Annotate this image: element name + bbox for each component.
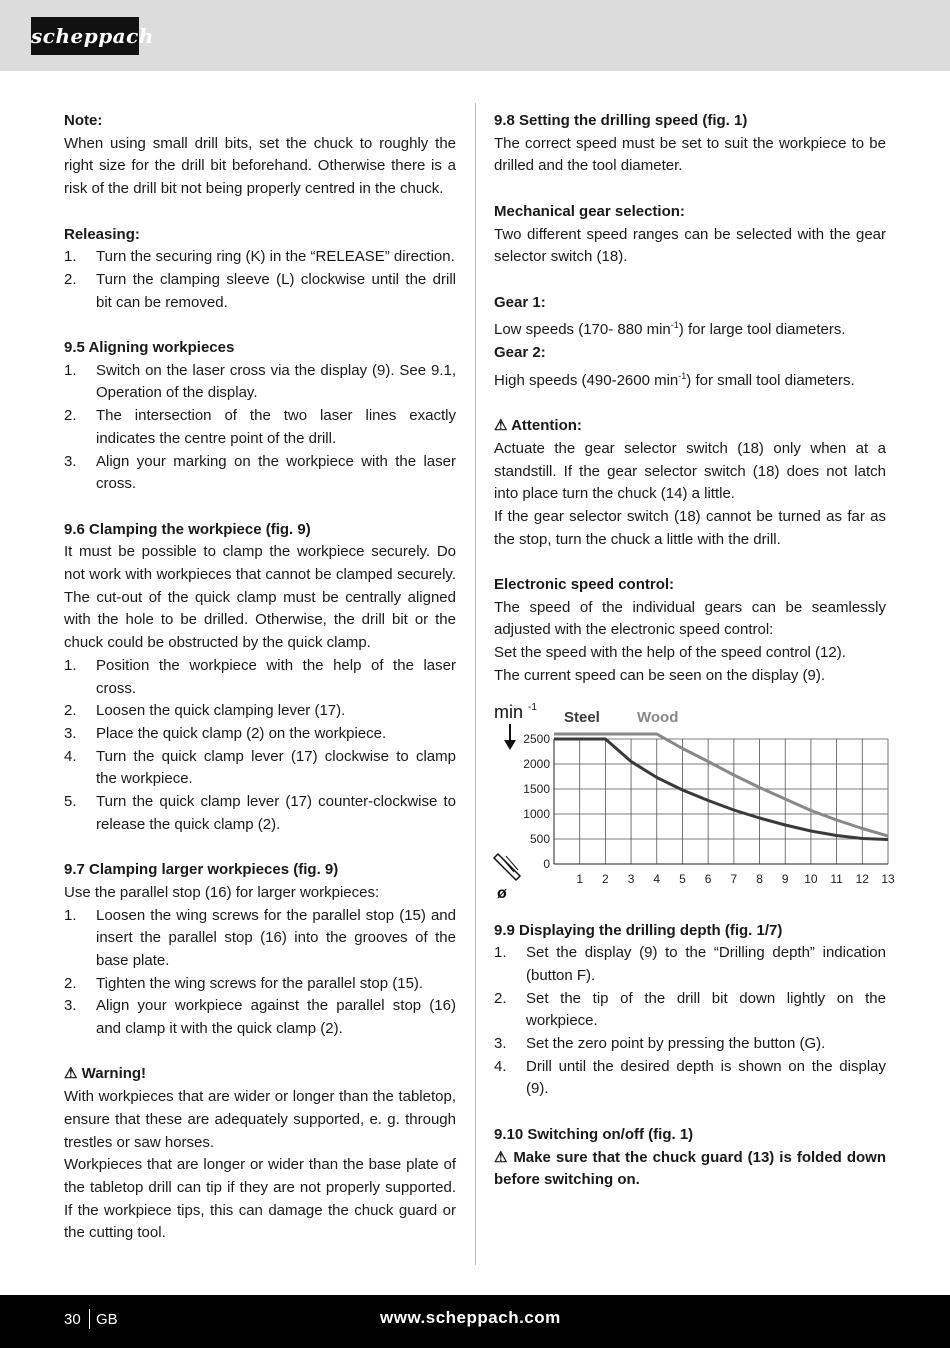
gear-1-title: Gear 1: <box>494 293 546 311</box>
y-axis-label: min <box>494 701 524 722</box>
section-9-10-text: ⚠ Make sure that the chuck guard (13) is folded down before switching on. <box>494 1148 886 1189</box>
warning-text-2: Workpieces that are longer or wider than the base plate of the tabletop drill can tip if they are not properly supported. If the workpiece tips, this can damage the chuck guard or the cutting tool. <box>64 1156 456 1242</box>
speed-control-text-3: The current speed can be seen on the display (9). <box>494 666 826 684</box>
x-tick-label: 1 <box>576 871 584 886</box>
list-item: 2. Loosen the quick clamping lever (17). <box>64 702 346 720</box>
footer-separator <box>89 1309 90 1329</box>
x-tick-label: 13 <box>881 871 895 886</box>
section-9-9-title: 9.9 Displaying the drilling depth (fig. 1/7) <box>494 921 783 939</box>
legend-wood: Wood <box>637 708 679 726</box>
x-tick-label: 4 <box>653 871 661 886</box>
x-tick-label: 9 <box>781 871 789 886</box>
gear-2-title: Gear 2: <box>494 344 546 361</box>
page-footer <box>0 1295 950 1348</box>
language-code: GB <box>96 1311 118 1328</box>
warning-text-1: With workpieces that are wider or longer than the tabletop, ensure that these are adequately supported, e. g. through trestles or saw horses. <box>64 1088 456 1151</box>
list-item: 1. Loosen the wing screws for the parallel stop (15) and insert the parallel stop (16) into the grooves of the base plate. <box>64 906 456 969</box>
section-9-5-title: 9.5 Aligning workpieces <box>64 339 235 356</box>
list-item: 2. The intersection of the two laser lines exactly indicates the centre point of the drill. <box>64 407 456 447</box>
section-9-9-list <box>494 942 886 1101</box>
x-tick-label: 3 <box>627 871 635 886</box>
gear-selection-text: Two different speed ranges can be selected with the gear selector switch (18). <box>494 225 886 266</box>
list-item: 3. Align your marking on the workpiece with the laser cross. <box>64 452 456 493</box>
attention-title: Attention: <box>511 417 582 435</box>
y-axis-label-superscript: -1 <box>528 701 537 713</box>
section-9-7-text: Use the parallel stop (16) for larger workpieces: <box>64 883 380 901</box>
list-item: 4. Drill until the desired depth is shown on the display (9). <box>494 1057 886 1098</box>
releasing-title: Releasing: <box>64 225 140 243</box>
attention-icon: ⚠ <box>494 417 508 435</box>
y-tick-label: 1500 <box>523 781 550 796</box>
list-item: 1. Position the workpiece with the help of the laser cross. <box>64 656 456 697</box>
section-9-8-title: 9.8 Setting the drilling speed (fig. 1) <box>494 112 748 129</box>
warning-title: Warning! <box>81 1065 147 1083</box>
page-number: 30 <box>64 1311 81 1328</box>
gear-2-text: High speeds (490-2600 $\min^{-1}$) for small tool diameters. <box>494 370 855 389</box>
legend-steel: Steel <box>564 708 600 726</box>
website-link[interactable]: www.scheppach.com <box>380 1308 561 1327</box>
y-tick-label: 2000 <box>523 756 550 771</box>
attention-text-1: Actuate the gear selector switch (18) only when at a standstill. If the gear selector switch (18) does not latch into place turn the chuck (14) a little. <box>494 439 886 503</box>
attention-heading <box>494 415 886 438</box>
list-item: 1. Turn the securing ring (K) in the “RELEASE” direction. <box>64 248 455 266</box>
section-9-10-title: 9.10 Switching on/off (fig. 1) <box>494 1125 694 1143</box>
speed-control-text-2: Set the speed with the help of the speed control (12). <box>494 644 846 662</box>
section-9-7-list <box>64 905 456 1041</box>
x-tick-label: 12 <box>855 871 869 886</box>
section-9-7-title: 9.7 Clamping larger workpieces (fig. 9) <box>64 861 339 879</box>
series-line-wood <box>554 734 888 836</box>
x-tick-label: 5 <box>679 871 686 886</box>
x-tick-label: 10 <box>804 871 818 886</box>
speed-chart-svg <box>494 702 894 912</box>
x-tick-label: 7 <box>730 871 738 886</box>
drill-bit-flute-icon <box>502 856 518 872</box>
right-column <box>494 110 895 1192</box>
list-item: 5. Turn the quick clamp lever (17) counter-clockwise to release the quick clamp (2). <box>64 793 456 833</box>
y-tick-label: 0 <box>543 856 550 871</box>
section-9-5-list <box>64 360 456 496</box>
scheppach-logo: scheppach <box>31 17 139 55</box>
section-9-6-title: 9.6 Clamping the workpiece (fig. 9) <box>64 520 311 538</box>
note-title: Note: <box>64 112 103 129</box>
left-column <box>64 110 456 1245</box>
note-text: When using small drill bits, set the chuck to roughly the right size for the drill bit beforehand. Otherwise there is a risk of the drill bit not being properly centred in the chuck. <box>64 134 456 198</box>
x-tick-label: 11 <box>830 871 843 886</box>
x-tick-label: 2 <box>602 871 609 886</box>
list-item: 1. Set the display (9) to the “Drilling depth” indication (button F). <box>494 944 886 984</box>
x-tick-label: 6 <box>704 871 712 886</box>
page-header <box>0 0 950 71</box>
list-item: 2. Turn the clamping sleeve (L) clockwise until the drill bit can be removed. <box>64 270 456 311</box>
warning-heading <box>64 1063 456 1086</box>
y-tick-label: 2500 <box>523 731 550 746</box>
speed-control-title: Electronic speed control: <box>494 576 675 593</box>
section-9-6-list <box>64 655 456 837</box>
x-tick-label: 8 <box>756 871 763 886</box>
section-9-8-text: The correct speed must be set to suit the workpiece to be drilled and the tool diameter. <box>494 134 886 175</box>
arrow-head-icon <box>504 740 516 750</box>
gear-selection-title: Mechanical gear selection: <box>494 202 685 220</box>
list-item: 2. Tighten the wing screws for the parallel stop (15). <box>64 974 424 992</box>
speed-chart <box>494 702 894 912</box>
releasing-list <box>64 246 456 314</box>
warning-icon: ⚠ <box>494 1148 509 1166</box>
y-tick-label: 1000 <box>523 806 550 821</box>
warning-icon: ⚠ <box>64 1065 78 1083</box>
attention-text-2: If the gear selector switch (18) cannot be turned as far as the stop, turn the chuck a little with the drill. <box>494 507 886 548</box>
column-divider <box>475 103 476 1265</box>
gear-1-text: Low speeds (170- 880 $\min^{-1}$) for large tool diameters. <box>494 320 846 339</box>
list-item: 1. Switch on the laser cross via the display (9). See 9.1, Operation of the display. <box>64 361 456 402</box>
list-item: 3. Set the zero point by pressing the button (G). <box>494 1035 826 1053</box>
list-item: 2. Set the tip of the drill bit down lightly on the workpiece. <box>494 989 886 1030</box>
list-item: 4. Turn the quick clamp lever (17) clockwise to clamp the workpiece. <box>64 747 456 788</box>
y-tick-label: 500 <box>529 831 550 846</box>
section-9-6-text: It must be possible to clamp the workpiece securely. Do not work with workpieces that cannot be clamped securely. The cut-out of the quick clamp must be centrally aligned with the hole to be drilled. Otherwise, the drill bit or the chuck could be obstructed by the quick clamp. <box>64 543 456 652</box>
list-item: 3. Place the quick clamp (2) on the workpiece. <box>64 724 387 742</box>
list-item: 3. Align your workpiece against the parallel stop (16) and clamp it with the quick clamp (2). <box>64 997 456 1038</box>
x-axis-label: ø <box>497 884 507 902</box>
speed-control-text-1: The speed of the individual gears can be seamlessly adjusted with the electronic speed control: <box>494 598 886 639</box>
